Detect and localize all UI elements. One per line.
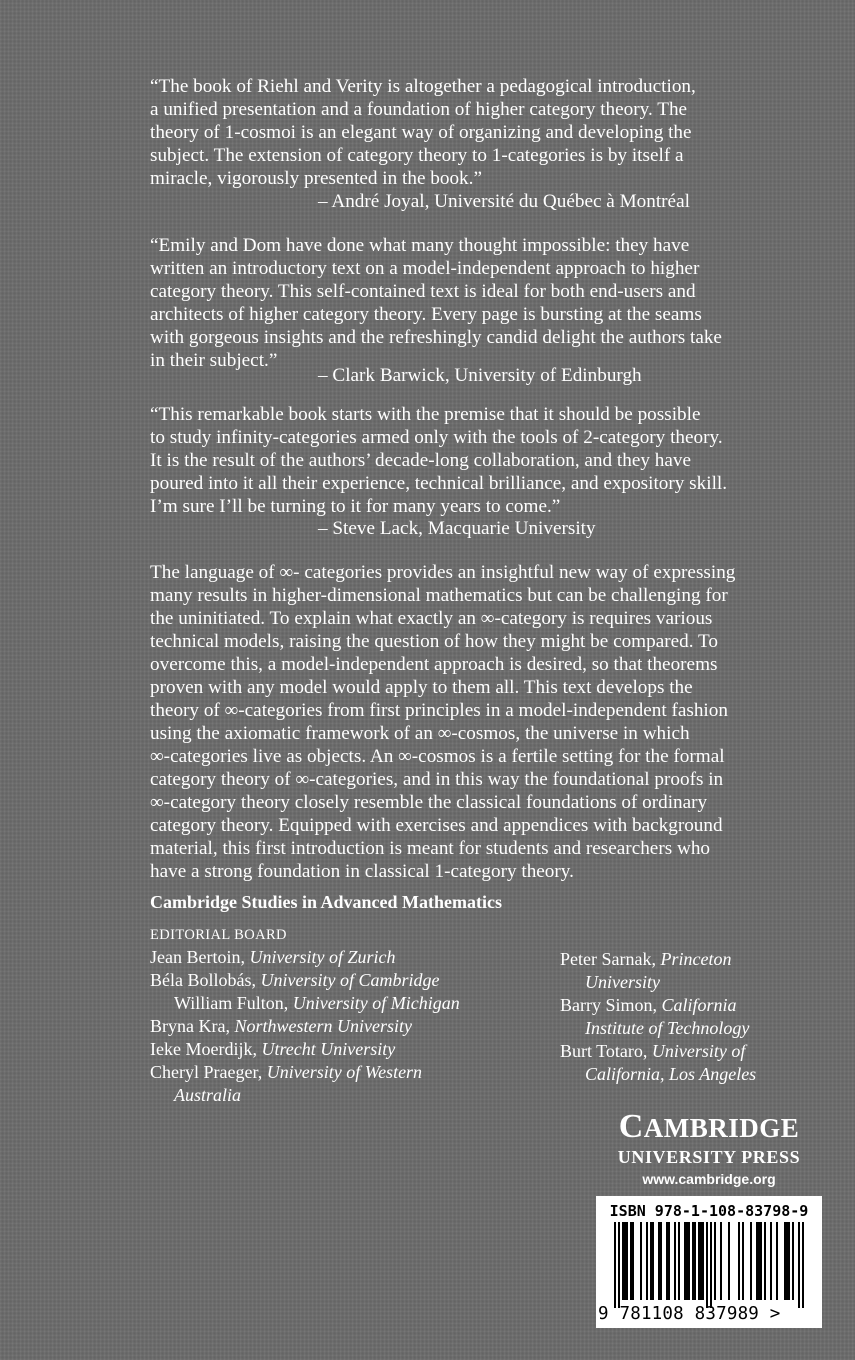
barcode-bar [764, 1222, 766, 1300]
barcode-bar [706, 1222, 708, 1308]
barcode-bar [756, 1222, 758, 1300]
editor-kra: Bryna Kra, Northwestern University [150, 1016, 412, 1036]
barcode-bar [758, 1222, 760, 1300]
barcode-bar [698, 1222, 700, 1300]
editor-simon: Barry Simon, California [560, 995, 737, 1015]
publisher-press: UNIVERSITY PRESS [617, 1147, 801, 1167]
editorial-board-label: EDITORIAL BOARD [150, 927, 287, 943]
barcode-bar [750, 1222, 752, 1300]
publisher-logo: CAMBRIDGE [618, 1108, 800, 1145]
editor-fulton: William Fulton, University of Michigan [174, 993, 460, 1013]
barcode-bar [688, 1222, 690, 1300]
editor-totaro-cont: California, Los Angeles [585, 1064, 757, 1084]
book-description: The language of ∞- categories provides an insightful new way of expressing many results in higher-dimensional mathematics but can be challenging for the uninitiated. To explain what exactly an ∞-category is requires various technical models, raising the question of how they might be compared. To overcome this, a model-independent approach is desired, so that theorems proven with any model would apply to them all. This text develops the theory of ∞-categories from first principles in a model-independent fashion using the axiomatic framework of an ∞-cosmos, the universe in which ∞-categories live as objects. An ∞-cosmos is a fertile setting for the formal category theory of ∞-categories, and in this way the foundational proofs in ∞-category theory closely resemble the classical foundations of ordinary category theory. Equipped with exercises and appendices with background material, this first introduction is meant for students and researchers who have a strong foundation in classical 1-category theory. [150, 562, 736, 882]
isbn-barcode [596, 1196, 822, 1328]
barcode-bar [788, 1222, 790, 1300]
editor-bollobas: Béla Bollobás, University of Cambridge [150, 970, 440, 990]
editor-sarnak: Peter Sarnak, Princeton [560, 949, 732, 969]
barcode-bar [660, 1222, 662, 1300]
editor-bertoin: Jean Bertoin, University of Zurich [150, 947, 396, 967]
barcode-bar [738, 1222, 740, 1300]
editor-simon-cont: Institute of Technology [585, 1018, 750, 1038]
barcode-bar [786, 1222, 788, 1300]
attribution-lack: – Steve Lack, Macquarie University [318, 518, 596, 539]
barcode-bar [784, 1222, 786, 1300]
barcode-bar [630, 1222, 632, 1300]
barcode-bar [678, 1222, 680, 1300]
barcode-bar [792, 1222, 794, 1300]
barcode-bar [686, 1222, 688, 1300]
barcode-bar [720, 1222, 722, 1300]
isbn-label: ISBN 978-1-108-83798-9 [609, 1202, 809, 1220]
barcode-bar [626, 1222, 628, 1300]
editor-praeger-cont: Australia [174, 1085, 242, 1105]
barcode-bar [674, 1222, 676, 1300]
barcode-bar [622, 1222, 624, 1300]
barcode-bar [770, 1222, 772, 1300]
barcode-bar [714, 1222, 716, 1300]
barcode-bar [618, 1222, 620, 1308]
barcode-bar [684, 1222, 686, 1300]
barcode-bar [624, 1222, 626, 1300]
barcode-bar [668, 1222, 670, 1300]
barcode-bar [694, 1222, 696, 1300]
publisher-url: www.cambridge.org [642, 1171, 776, 1187]
attribution-joyal: – André Joyal, Université du Québec à Montréal [318, 191, 690, 212]
barcode-bar [632, 1222, 634, 1300]
barcode-bar [742, 1222, 744, 1300]
barcode-bar [728, 1222, 730, 1300]
barcode-bar [700, 1222, 702, 1300]
barcode-bar [652, 1222, 654, 1300]
quote-joyal: “The book of Riehl and Verity is altogether a pedagogical introduction, a unified presentation and a foundation of higher category theory. The theory of 1-cosmoi is an elegant way of organizing and developing the subject. The extension of category theory to 1-categories is by itself a miracle, vigorously presented in the book.” [150, 76, 696, 189]
barcode-bar [702, 1222, 704, 1300]
quote-barwick: “Emily and Dom have done what many thought impossible: they have written an introductory text on a model-independent approach to higher category theory. This self-contained text is ideal for both end-users and architects of higher category theory. Every page is bursting at the seams with gorgeous insights and the refreshingly candid delight the authors take in their subject.” [150, 235, 722, 371]
barcode-bar [776, 1222, 778, 1300]
barcode-bar [798, 1222, 800, 1308]
barcode-bar [614, 1222, 616, 1308]
editor-praeger: Cheryl Praeger, University of Western [150, 1062, 423, 1082]
quote-lack: “This remarkable book starts with the premise that it should be possible to study infinity-categories armed only with the tools of 2-category theory. It is the result of the authors’ decade-long collaboration, and they have poured into it all their experience, technical brilliance, and expository skill. I’m sure I’ll be turning to it for many years to come.” [150, 404, 728, 517]
editor-sarnak-cont: University [585, 972, 660, 992]
barcode-bar [710, 1222, 712, 1308]
barcode-bar [666, 1222, 668, 1300]
barcode-bar [658, 1222, 660, 1300]
barcode-bar [760, 1222, 762, 1300]
editor-totaro: Burt Totaro, University of [560, 1041, 746, 1061]
barcode-bar [692, 1222, 694, 1300]
attribution-barwick: – Clark Barwick, University of Edinburgh [318, 365, 642, 386]
ean-digits: 9 781108 837989 > [598, 1304, 781, 1324]
editor-moerdijk: Ieke Moerdijk, Utrecht University [150, 1039, 396, 1059]
barcode-bar [646, 1222, 648, 1300]
barcode-bar [802, 1222, 804, 1308]
barcode-bar [650, 1222, 652, 1300]
barcode-bar [640, 1222, 642, 1300]
series-title: Cambridge Studies in Advanced Mathematics [150, 892, 503, 912]
